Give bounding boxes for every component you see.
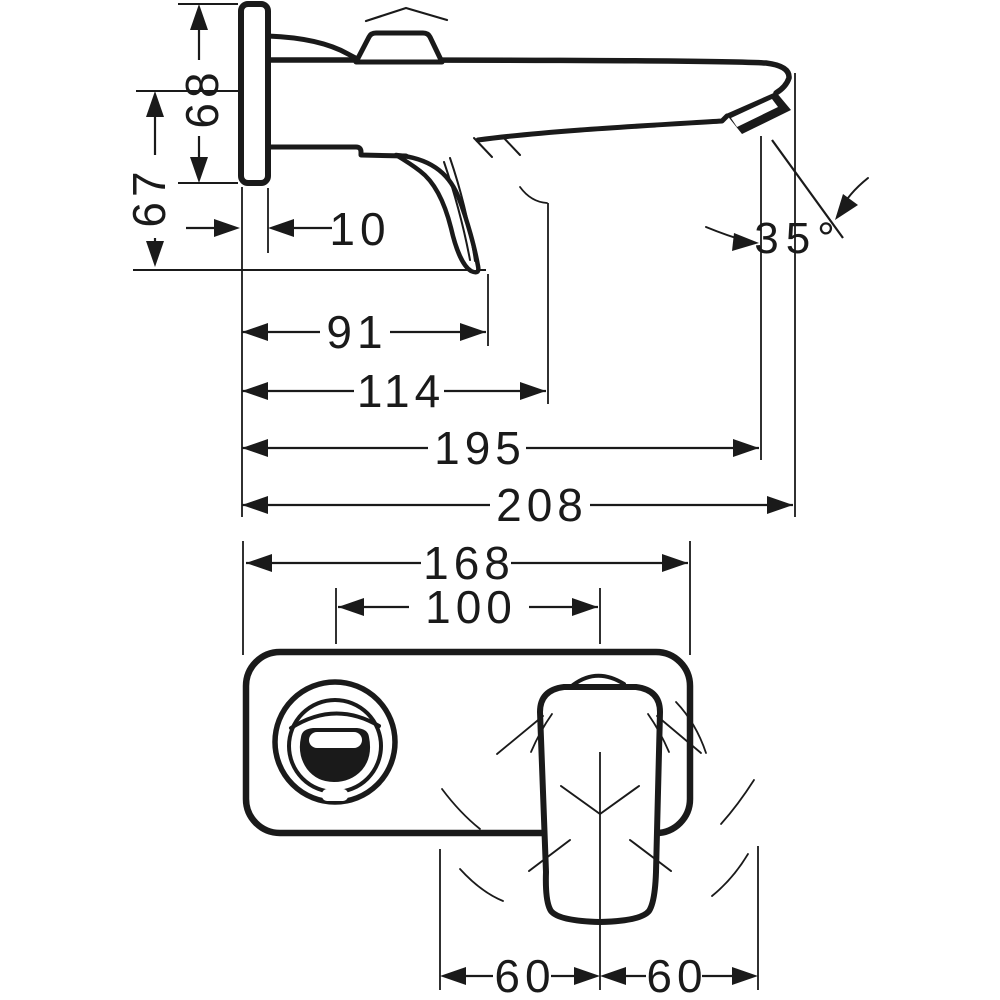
dim-label-60-right: 60 (646, 950, 708, 1000)
arrowhead-up-icon (190, 4, 208, 30)
wall-plate-side (241, 4, 268, 183)
arrowhead-left-icon (440, 967, 466, 985)
arrowhead-left-icon (242, 382, 268, 400)
arrowhead-right-icon (214, 219, 240, 237)
dim-label-35deg: 35° (754, 214, 842, 263)
dim-spout-length (242, 479, 793, 531)
arrowhead-left-icon (242, 439, 268, 457)
arrowhead-up-icon (146, 91, 164, 117)
arrowhead-right-icon (520, 382, 546, 400)
dim-lever-open-reach (242, 365, 546, 417)
dim-plate-height (176, 4, 228, 183)
arrowhead-down-icon (146, 241, 164, 267)
dim-label-68: 68 (176, 67, 228, 129)
dim-label-168: 168 (423, 537, 515, 589)
arrowhead-down-icon (190, 157, 208, 183)
faucet-side (241, 4, 791, 272)
arrowhead-left-icon (338, 598, 364, 616)
dim-plate-depth (186, 203, 391, 255)
dim-label-195: 195 (434, 422, 526, 474)
arrowhead-left-icon (246, 554, 272, 572)
arrowhead-right-icon (574, 967, 600, 985)
arrowhead-left-icon (268, 219, 294, 237)
side-view (123, 4, 868, 531)
phantom-tick-2 (502, 136, 520, 155)
front-view (243, 537, 758, 1000)
dim-outlet-projection (242, 422, 759, 474)
spout-body-fill (268, 57, 790, 157)
arrowhead-right-icon (733, 439, 759, 457)
spout-ring-notch (322, 789, 348, 801)
spout-front (275, 682, 395, 802)
arrowhead-right-icon (662, 554, 688, 572)
dim-label-10: 10 (329, 203, 391, 255)
spout-opening-highlight (309, 732, 362, 748)
arrowhead-right-icon (732, 967, 758, 985)
dim-label-114: 114 (356, 365, 446, 417)
dim-offsets (440, 950, 758, 1000)
dim-label-100: 100 (425, 581, 517, 633)
lever-motion-chevron-icon (366, 8, 447, 21)
dim-lever-drop (123, 91, 175, 267)
ext-lever-open-curl (520, 187, 547, 203)
dim-outlet-angle (706, 140, 868, 263)
arrowhead-right-icon (460, 323, 486, 341)
dim-spout-to-handle (338, 581, 598, 633)
arrowhead-left-icon (242, 323, 268, 341)
arrowhead-left-icon (600, 967, 626, 985)
lever-top-side (356, 33, 442, 62)
dim-label-91: 91 (326, 306, 388, 358)
dim-label-67: 67 (123, 166, 175, 228)
dim-label-60-left: 60 (494, 950, 556, 1000)
arrowhead-right-icon (572, 598, 598, 616)
arrowhead-left-icon (242, 496, 268, 514)
dim-label-208: 208 (496, 479, 588, 531)
dim-lever-reach (242, 306, 486, 358)
arrowhead-right-icon (767, 496, 793, 514)
